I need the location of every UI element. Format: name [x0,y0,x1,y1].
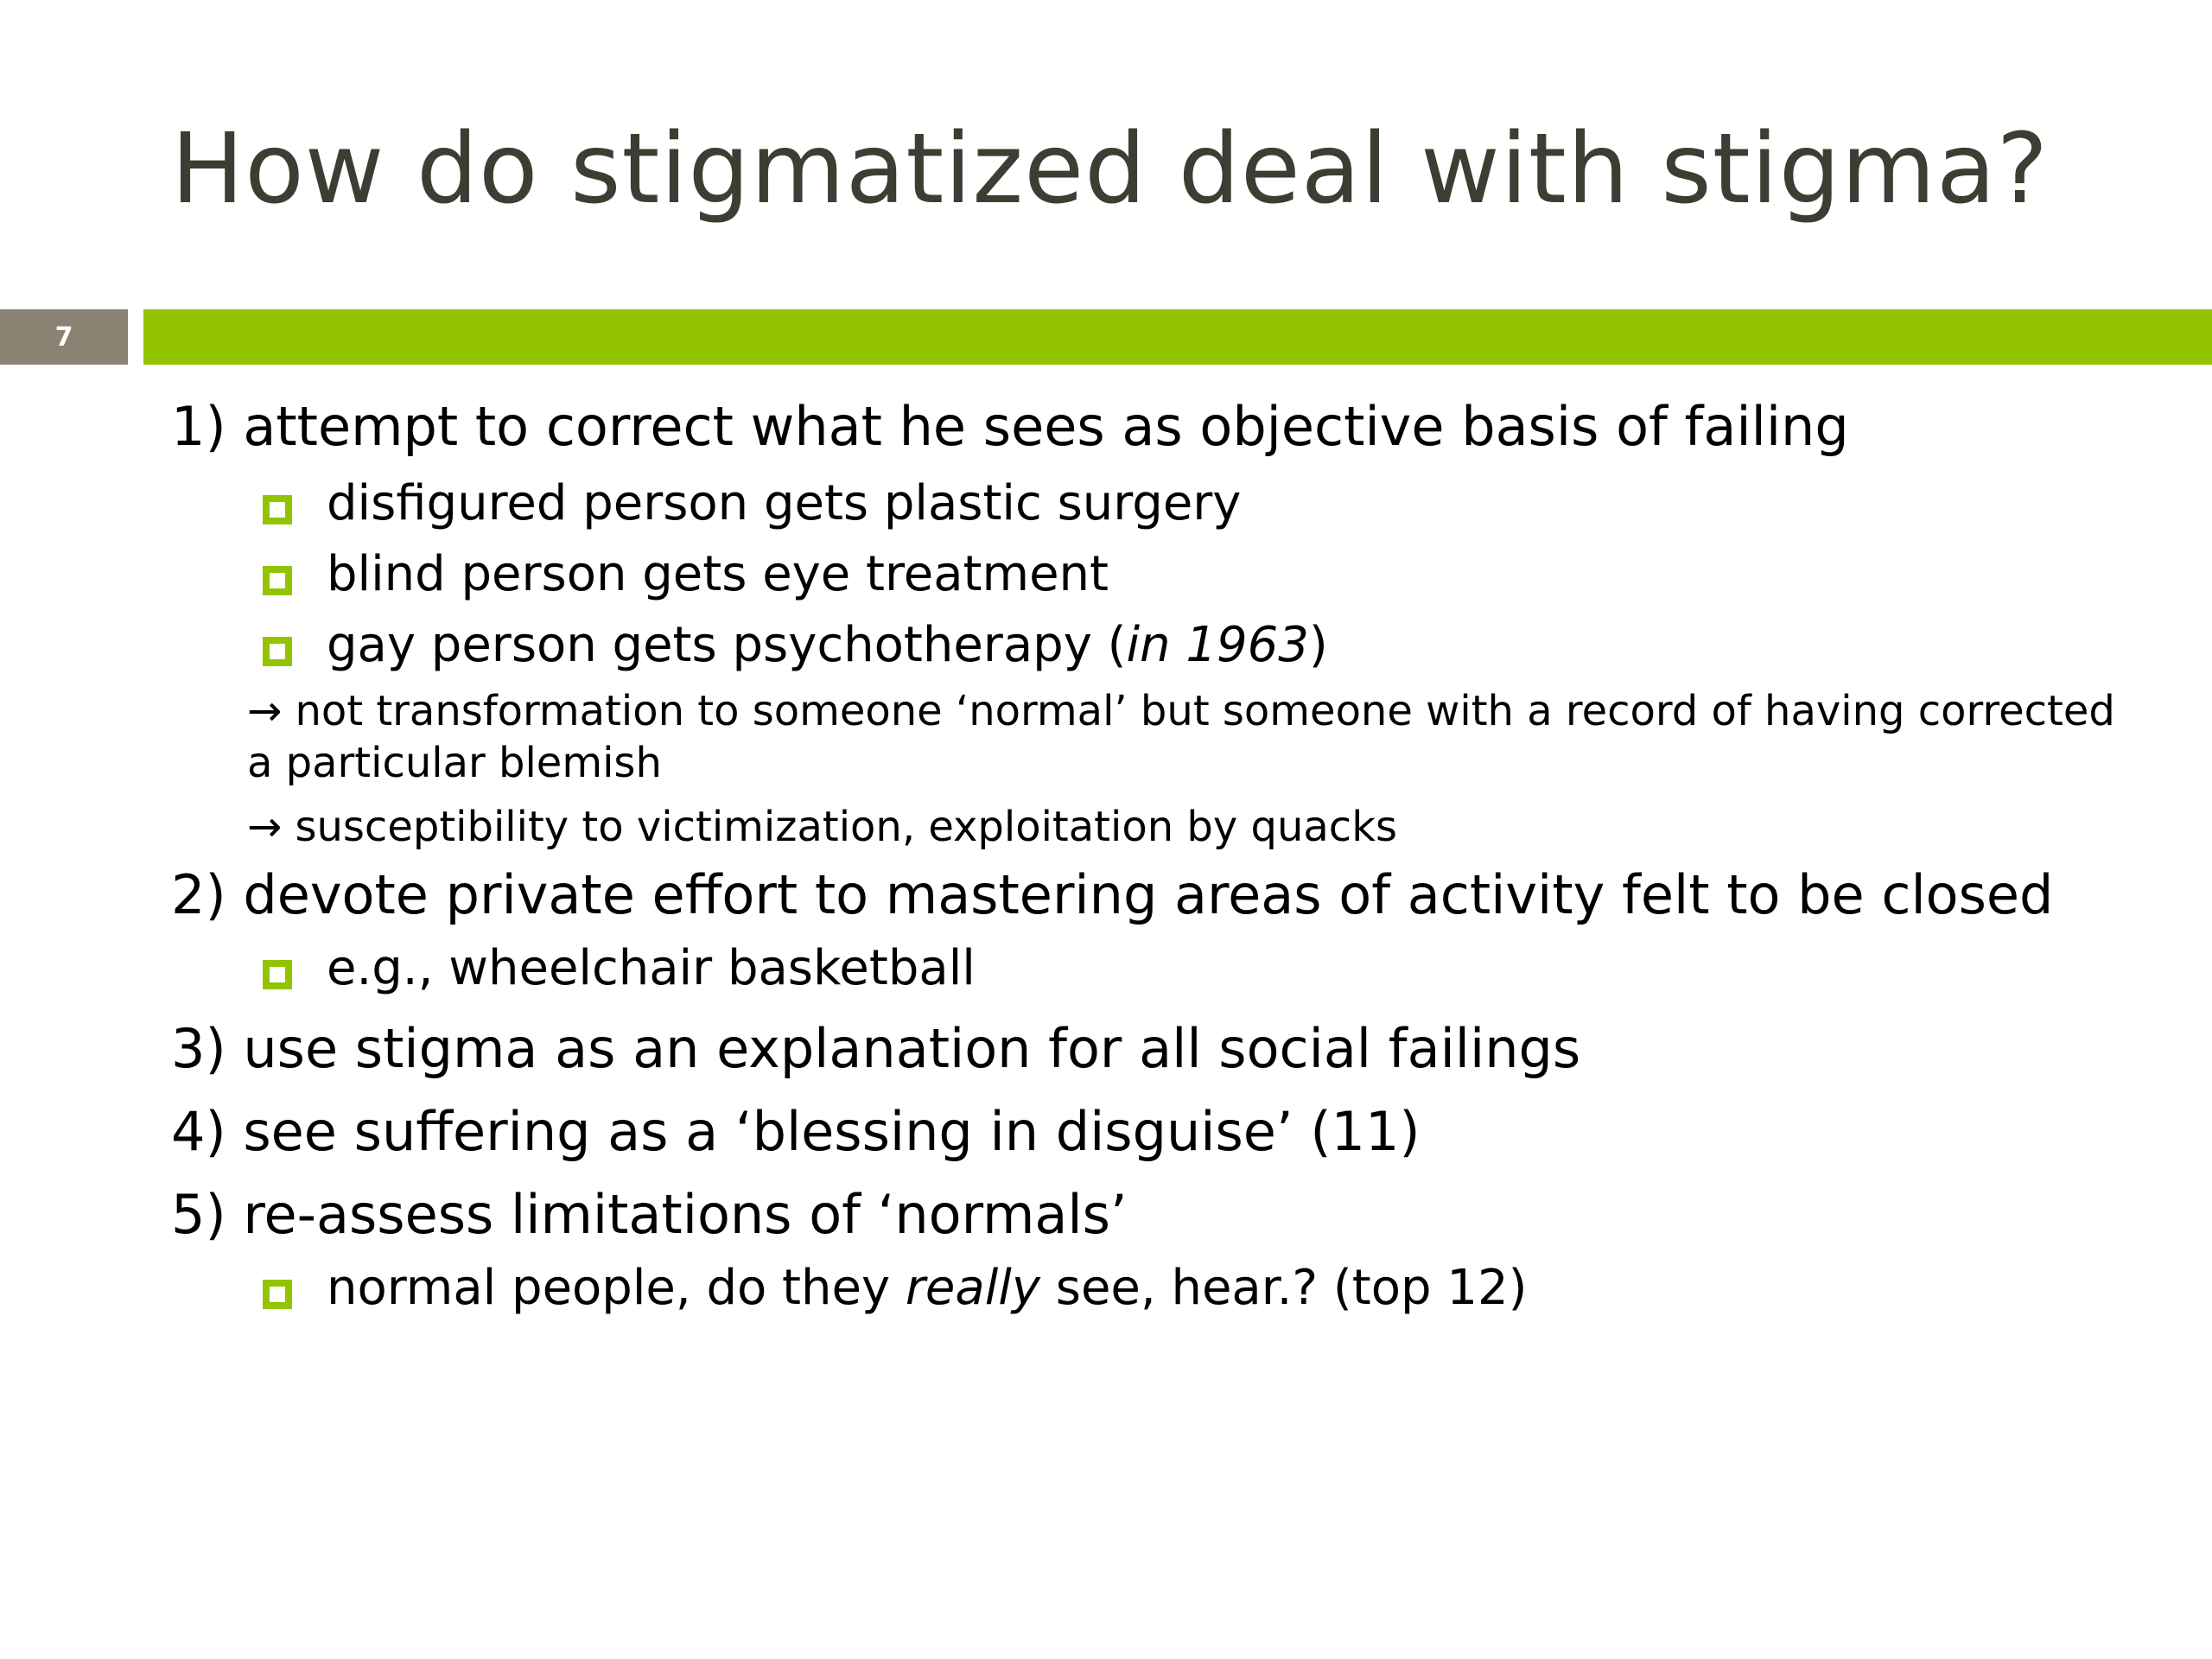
point-1-note-2-text: susceptibility to victimization, exploitation by quacks [295,803,1397,851]
point-1-sub-1-text: disfigured person gets plastic surgery [327,475,1242,531]
point-1-note-2 [171,801,2131,853]
point-1-sub-3-end: ) [1308,617,1328,673]
point-1-note-1 [171,685,2131,789]
slide-title: How do stigmatized deal with stigma? [171,113,2050,226]
point-5-sub-1-text-b: see, hear.? (top 12) [1039,1260,1528,1316]
point-5-sub-1-text-a: normal people, do they [327,1260,906,1316]
point-5: 5) re-assess limitations of ‘normals’ [171,1183,1128,1246]
point-1: 1) attempt to correct what he sees as objective basis of failing [171,395,1849,458]
point-2-sub-1 [171,938,2158,1000]
point-5-sub-1 [171,1257,2158,1319]
point-5-sub-1-italic: really [905,1260,1040,1316]
point-1-sub-3 [171,614,2158,677]
point-2: 2) devote private effort to mastering areas of activity felt to be closed [171,863,2054,926]
point-1-sub-3-italic: in 1963 [1126,617,1309,673]
point-1-sub-2-text: blind person gets eye treatment [327,546,1109,602]
point-4: 4) see suffering as a ‘blessing in disguise’ (11) [171,1100,1421,1163]
square-bullet-icon [263,566,292,595]
point-1-sub-3-text: gay person gets psychotherapy ( [327,617,1127,673]
point-1-sub-2 [171,543,2158,606]
right-arrow-icon: → [247,803,283,851]
point-3: 3) use stigma as an explanation for all social failings [171,1017,1581,1080]
right-arrow-icon: → [247,687,283,735]
square-bullet-icon [263,960,292,989]
point-1-sub-1 [171,473,2158,535]
slide-number-badge [0,309,128,365]
square-bullet-icon [263,637,292,666]
point-2-sub-1-text: e.g., wheelchair basketball [327,940,976,996]
title-accent-bar [143,309,2212,365]
slide-content [171,393,2158,1319]
point-1-note-1-text: not transformation to someone ‘normal’ but someone with a record of having corrected a particular blemish [247,687,2115,787]
square-bullet-icon [263,495,292,524]
slide-number: 7 [54,321,73,353]
square-bullet-icon [263,1280,292,1309]
